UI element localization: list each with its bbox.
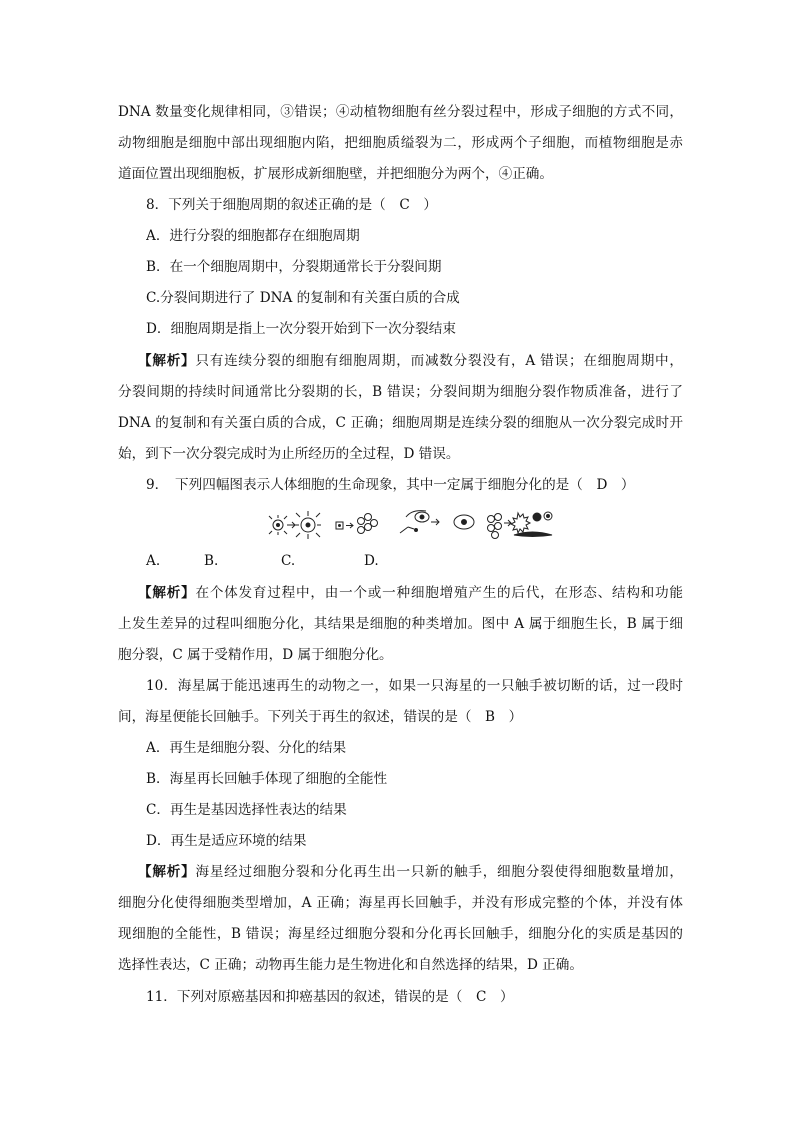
text-line: 分裂间期的持续时间通常比分裂期的长，B 错误；分裂间期为细胞分裂作物质准备，进行了 xyxy=(118,384,683,400)
figure-d-cell-differentiation xyxy=(488,512,553,539)
question-8-stem: 8．下列关于细胞周期的叙述正确的是（ C ） xyxy=(146,197,437,213)
question-10-analysis: 【解析】海星经过细胞分裂和分化再生出一只新的触手，细胞分裂使得细胞数量增加， xyxy=(138,864,683,880)
question-10-option-b: B．海星再长回触手体现了细胞的全能性 xyxy=(146,771,388,787)
figure-label-c: C. xyxy=(281,553,296,569)
figure-a-cell-growth xyxy=(269,511,321,539)
question-10-option-c: C．再生是基因选择性表达的结果 xyxy=(146,802,347,818)
cell-phenomena-figure xyxy=(266,505,566,541)
text-line: 胞分裂，C 属于受精作用，D 属于细胞分化。 xyxy=(118,647,393,663)
text-line: 现细胞的全能性，B 错误；海星经过细胞分裂和分化再长回触手，细胞分化的实质是基因的 xyxy=(118,926,683,942)
question-8-option-a: A．进行分裂的细胞都存在细胞周期 xyxy=(146,228,360,244)
text-line: 道面位置出现细胞板，扩展形成新细胞壁，并把细胞分为两个，④正确。 xyxy=(118,166,553,182)
text-line: 选择性表达，C 正确；动物再生能力是生物进化和自然选择的结果，D 正确。 xyxy=(118,957,583,973)
question-11-stem: 11．下列对原癌基因和抑癌基因的叙述，错误的是（ C ） xyxy=(146,989,514,1005)
figure-label-a: A. xyxy=(146,553,161,569)
question-10-stem: 10．海星属于能迅速再生的动物之一，如果一只海星的一只触手被切断的话，过一段时 xyxy=(146,678,683,694)
text-line: 始，到下一次分裂完成时为止所经历的全过程，D 错误。 xyxy=(118,446,460,462)
question-8-option-c: C.分裂间期进行了 DNA 的复制和有关蛋白质的合成 xyxy=(146,290,460,306)
question-9-analysis: 【解析】在个体发育过程中，由一个或一种细胞增殖产生的后代，在形态、结构和功能 xyxy=(138,585,683,601)
text-line: 上发生差异的过程叫细胞分化，其结果是细胞的种类增加。图中 A 属于细胞生长，B 属于细 xyxy=(118,616,683,632)
question-8-analysis: 【解析】只有连续分裂的细胞有细胞周期，而减数分裂没有，A 错误；在细胞周期中， xyxy=(138,353,683,369)
text-line: 细胞分化使得细胞类型增加，A 正确；海星再长回触手，并没有形成完整的个体，并没有体 xyxy=(118,895,683,911)
text-line: DNA 的复制和有关蛋白质的合成，C 正确；细胞周期是连续分裂的细胞从一次分裂完成时开 xyxy=(118,415,683,431)
text-line: DNA 数量变化规律相同，③错误；④动植物细胞有丝分裂过程中，形成子细胞的方式不同， xyxy=(118,104,683,120)
figure-labels xyxy=(0,551,794,571)
figure-label-b: B. xyxy=(204,553,219,569)
question-10-option-a: A．再生是细胞分裂、分化的结果 xyxy=(146,740,347,756)
question-10-option-d: D．再生是适应环境的结果 xyxy=(146,833,307,849)
question-9-stem: 9． 下列四幅图表示人体细胞的生命现象，其中一定属于细胞分化的是（ D ） xyxy=(146,477,635,493)
figure-b-cell-division xyxy=(336,514,378,534)
text-line: 动物细胞是细胞中部出现细胞内陷，把细胞质缢裂为二，形成两个子细胞，而植物细胞是赤 xyxy=(118,135,683,151)
figure-c-fertilization xyxy=(400,511,474,533)
analysis-tag: 【解析】 xyxy=(138,864,196,880)
question-8-option-b: B．在一个细胞周期中，分裂期通常长于分裂间期 xyxy=(146,259,442,275)
figure-label-d: D. xyxy=(364,553,379,569)
question-8-option-d: D．细胞周期是指上一次分裂开始到下一次分裂结束 xyxy=(146,321,456,337)
analysis-tag: 【解析】 xyxy=(138,353,196,369)
analysis-tag: 【解析】 xyxy=(138,585,196,601)
text-line: 间，海星便能长回触手。下列关于再生的叙述，错误的是（ B ） xyxy=(118,709,523,725)
